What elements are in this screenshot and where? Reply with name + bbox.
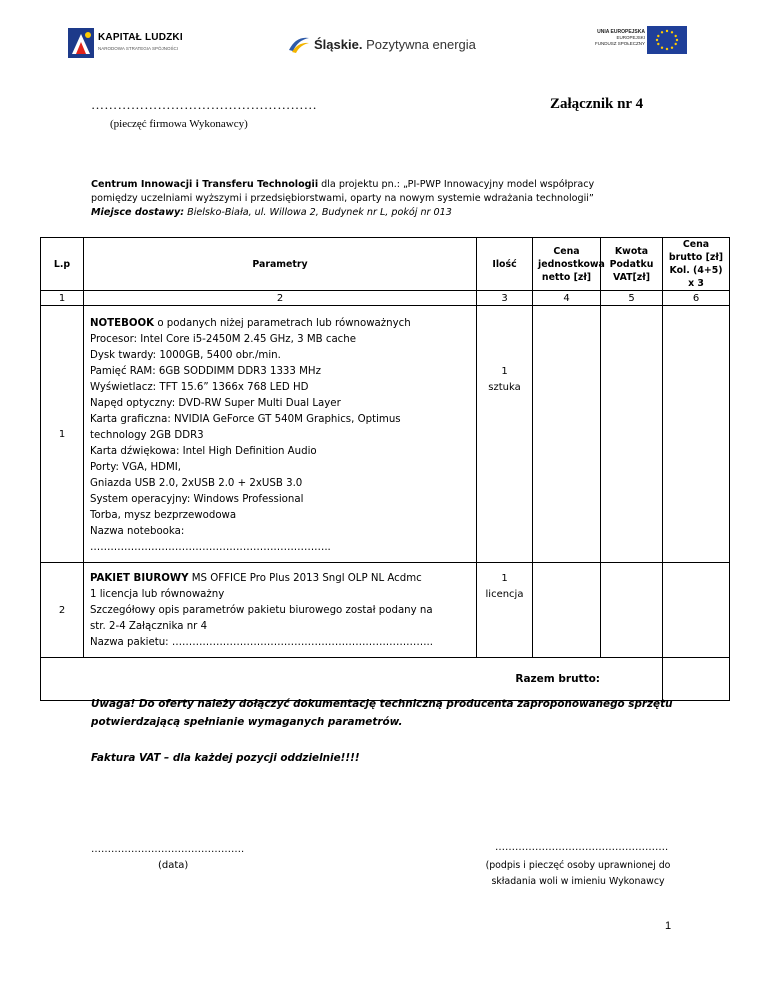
- row-qty: 1 sztuka: [477, 306, 533, 563]
- row-params: NOTEBOOK o podanych niżej parametrach lub równoważnych Procesor: Intel Core i5-2450M 2.45 GHz, 3 MB cache Dysk twardy: 1000GB, 5400 obr./min. Pamięć RAM: 6GB SODDIMM DDR3 1333 MHz Wyświetlacz: TFT 15.6” 1366x 768 LED HD Napęd optyczny: DVD-RW Super Multi Dual Layer Karta graficzna: NVIDIA GeForce GT 540M Graphics, Optimus technology 2GB DDR3 Karta dźwiękowa: Intel High Definition Audio Porty: VGA, HDMI, Gniazda USB 2.0, 2xUSB 2.0 + 2xUSB 3.0 System operacyjny: Windows Professional Torba, mysz bezprzewodowa Nazwa notebooka: ……………………………………………………………..: [84, 306, 477, 563]
- param-line: Karta graficzna: NVIDIA GeForce GT 540M Graphics, Optimus: [90, 414, 401, 425]
- kapital-ludzki-title: KAPITAŁ LUDZKI: [98, 32, 183, 43]
- delivery-label: Miejsce dostawy:: [91, 207, 185, 218]
- col-number: 2: [84, 291, 477, 306]
- signature-label: (podpis i pieczęć osoby uprawnionej do składania woli w imieniu Wykonawcy: [485, 860, 671, 887]
- total-label: Razem brutto:: [41, 658, 663, 701]
- param-line: Procesor: Intel Core i5-2450M 2.45 GHz, 3 MB cache: [90, 334, 357, 345]
- header-vat: Kwota Podatku VAT[zł]: [601, 238, 663, 291]
- annex-title: Załącznik nr 4: [550, 96, 644, 112]
- param-line: System operacyjny: Windows Professional: [90, 494, 304, 505]
- kapital-ludzki-logo: [68, 28, 188, 58]
- param-line: Porty: VGA, HDMI,: [90, 462, 181, 473]
- eu-flag-icon: [647, 26, 687, 54]
- eu-line1: UNIA EUROPEJSKA: [597, 29, 645, 35]
- row-unit-price: [533, 306, 601, 563]
- header-qty: Ilość: [477, 238, 533, 291]
- row-params: PAKIET BIUROWY MS OFFICE Pro Plus 2013 Sngl OLP NL Acdmc 1 licencja lub równoważny Szczegółowy opis parametrów pakietu biurowego został podany na str. 2-4 Załącznika nr 4 Nazwa pakietu: …………………………………………………………………..: [84, 563, 477, 658]
- param-line: Szczegółowy opis parametrów pakietu biurowego został podany na: [90, 605, 433, 616]
- col-number: 5: [601, 291, 663, 306]
- date-dots: ……………………………………….: [91, 844, 245, 855]
- seal-caption: (pieczęć firmowa Wykonawcy): [110, 118, 248, 130]
- vat-note: Faktura VAT – dla każdej pozycji oddzielnie!!!!: [91, 752, 360, 764]
- row-lp: 1: [41, 306, 84, 563]
- offer-table: [40, 237, 730, 701]
- col-number: 4: [533, 291, 601, 306]
- row-vat: [601, 306, 663, 563]
- header-unit-price: Cena jednostkowa netto [zł]: [533, 238, 601, 291]
- intro-paragraph: [91, 178, 691, 220]
- param-line: 1 licencja lub równoważny: [90, 589, 225, 600]
- intro-line2: pomiędzy uczelniami wyższymi i przedsiębiorstwami, oparty na nowym systemie wdrażania technologii”: [91, 193, 594, 204]
- eu-logo: [585, 26, 695, 56]
- item-title: NOTEBOOK: [90, 318, 155, 329]
- slaskie-brand: Śląskie.: [314, 37, 363, 52]
- intro-org: Centrum Innowacji i Transferu Technologii: [91, 179, 319, 190]
- row-gross: [663, 563, 730, 658]
- param-line: Torba, mysz bezprzewodowa: [90, 510, 237, 521]
- slaskie-wave-icon: [288, 34, 310, 54]
- kapital-ludzki-emblem-icon: [68, 28, 94, 58]
- slaskie-logo: [288, 34, 478, 56]
- table-header-row: [41, 238, 730, 291]
- param-line: Nazwa notebooka:: [90, 526, 185, 537]
- param-line: Wyświetlacz: TFT 15.6” 1366x 768 LED HD: [90, 382, 309, 393]
- param-line: Gniazda USB 2.0, 2xUSB 2.0 + 2xUSB 3.0: [90, 478, 303, 489]
- date-label: (data): [158, 860, 189, 871]
- delivery-value: Bielsko-Biała, ul. Willowa 2, Budynek nr L, pokój nr 013: [184, 207, 452, 218]
- slaskie-tagline: Pozytywna energia: [366, 37, 476, 52]
- table-row: [41, 563, 730, 658]
- param-line: Napęd optyczny: DVD-RW Super Multi Dual Layer: [90, 398, 341, 409]
- eu-line3: FUNDUSZ SPOŁECZNY: [594, 41, 645, 46]
- column-numbers-row: [41, 291, 730, 306]
- row-lp: 2: [41, 563, 84, 658]
- param-line: Nazwa pakietu: …………………………………………………………………..: [90, 637, 434, 648]
- col-number: 3: [477, 291, 533, 306]
- param-line: Dysk twardy: 1000GB, 5400 obr./min.: [90, 350, 281, 361]
- row-unit-price: [533, 563, 601, 658]
- table-row: [41, 306, 730, 563]
- eu-line2: EUROPEJSKI: [616, 35, 645, 40]
- param-line: Pamięć RAM: 6GB SODDIMM DDR3 1333 MHz: [90, 366, 321, 377]
- kapital-ludzki-subtitle: NARODOWA STRATEGIA SPÓJNOŚCI: [98, 46, 179, 51]
- param-line: ……………………………………………………………..: [90, 542, 331, 553]
- seal-dots: ……………………………………………: [91, 97, 318, 112]
- header-gross: Cena brutto [zł] Kol. (4+5) x 3: [663, 238, 730, 291]
- param-line: technology 2GB DDR3: [90, 430, 204, 441]
- param-line: Karta dźwiękowa: Intel High Definition Audio: [90, 446, 317, 457]
- intro-line1: dla projektu pn.: „PI-PWP Innowacyjny model współpracy: [318, 179, 595, 190]
- row-qty: 1 licencja: [477, 563, 533, 658]
- warning-note: Uwaga! Do oferty należy dołączyć dokumentację techniczną producenta zaproponowanego sprzętu potwierdzającą spełnianie wymaganych parametrów.: [91, 698, 673, 728]
- item-title: PAKIET BIUROWY: [90, 573, 189, 584]
- row-gross: [663, 306, 730, 563]
- col-number: 1: [41, 291, 84, 306]
- signature-dots: …………………………………………….: [495, 842, 669, 853]
- row-vat: [601, 563, 663, 658]
- header-lp: L.p: [41, 238, 84, 291]
- col-number: 6: [663, 291, 730, 306]
- header-params: Parametry: [84, 238, 477, 291]
- param-line: str. 2-4 Załącznika nr 4: [90, 621, 208, 632]
- page-number: 1: [665, 920, 672, 932]
